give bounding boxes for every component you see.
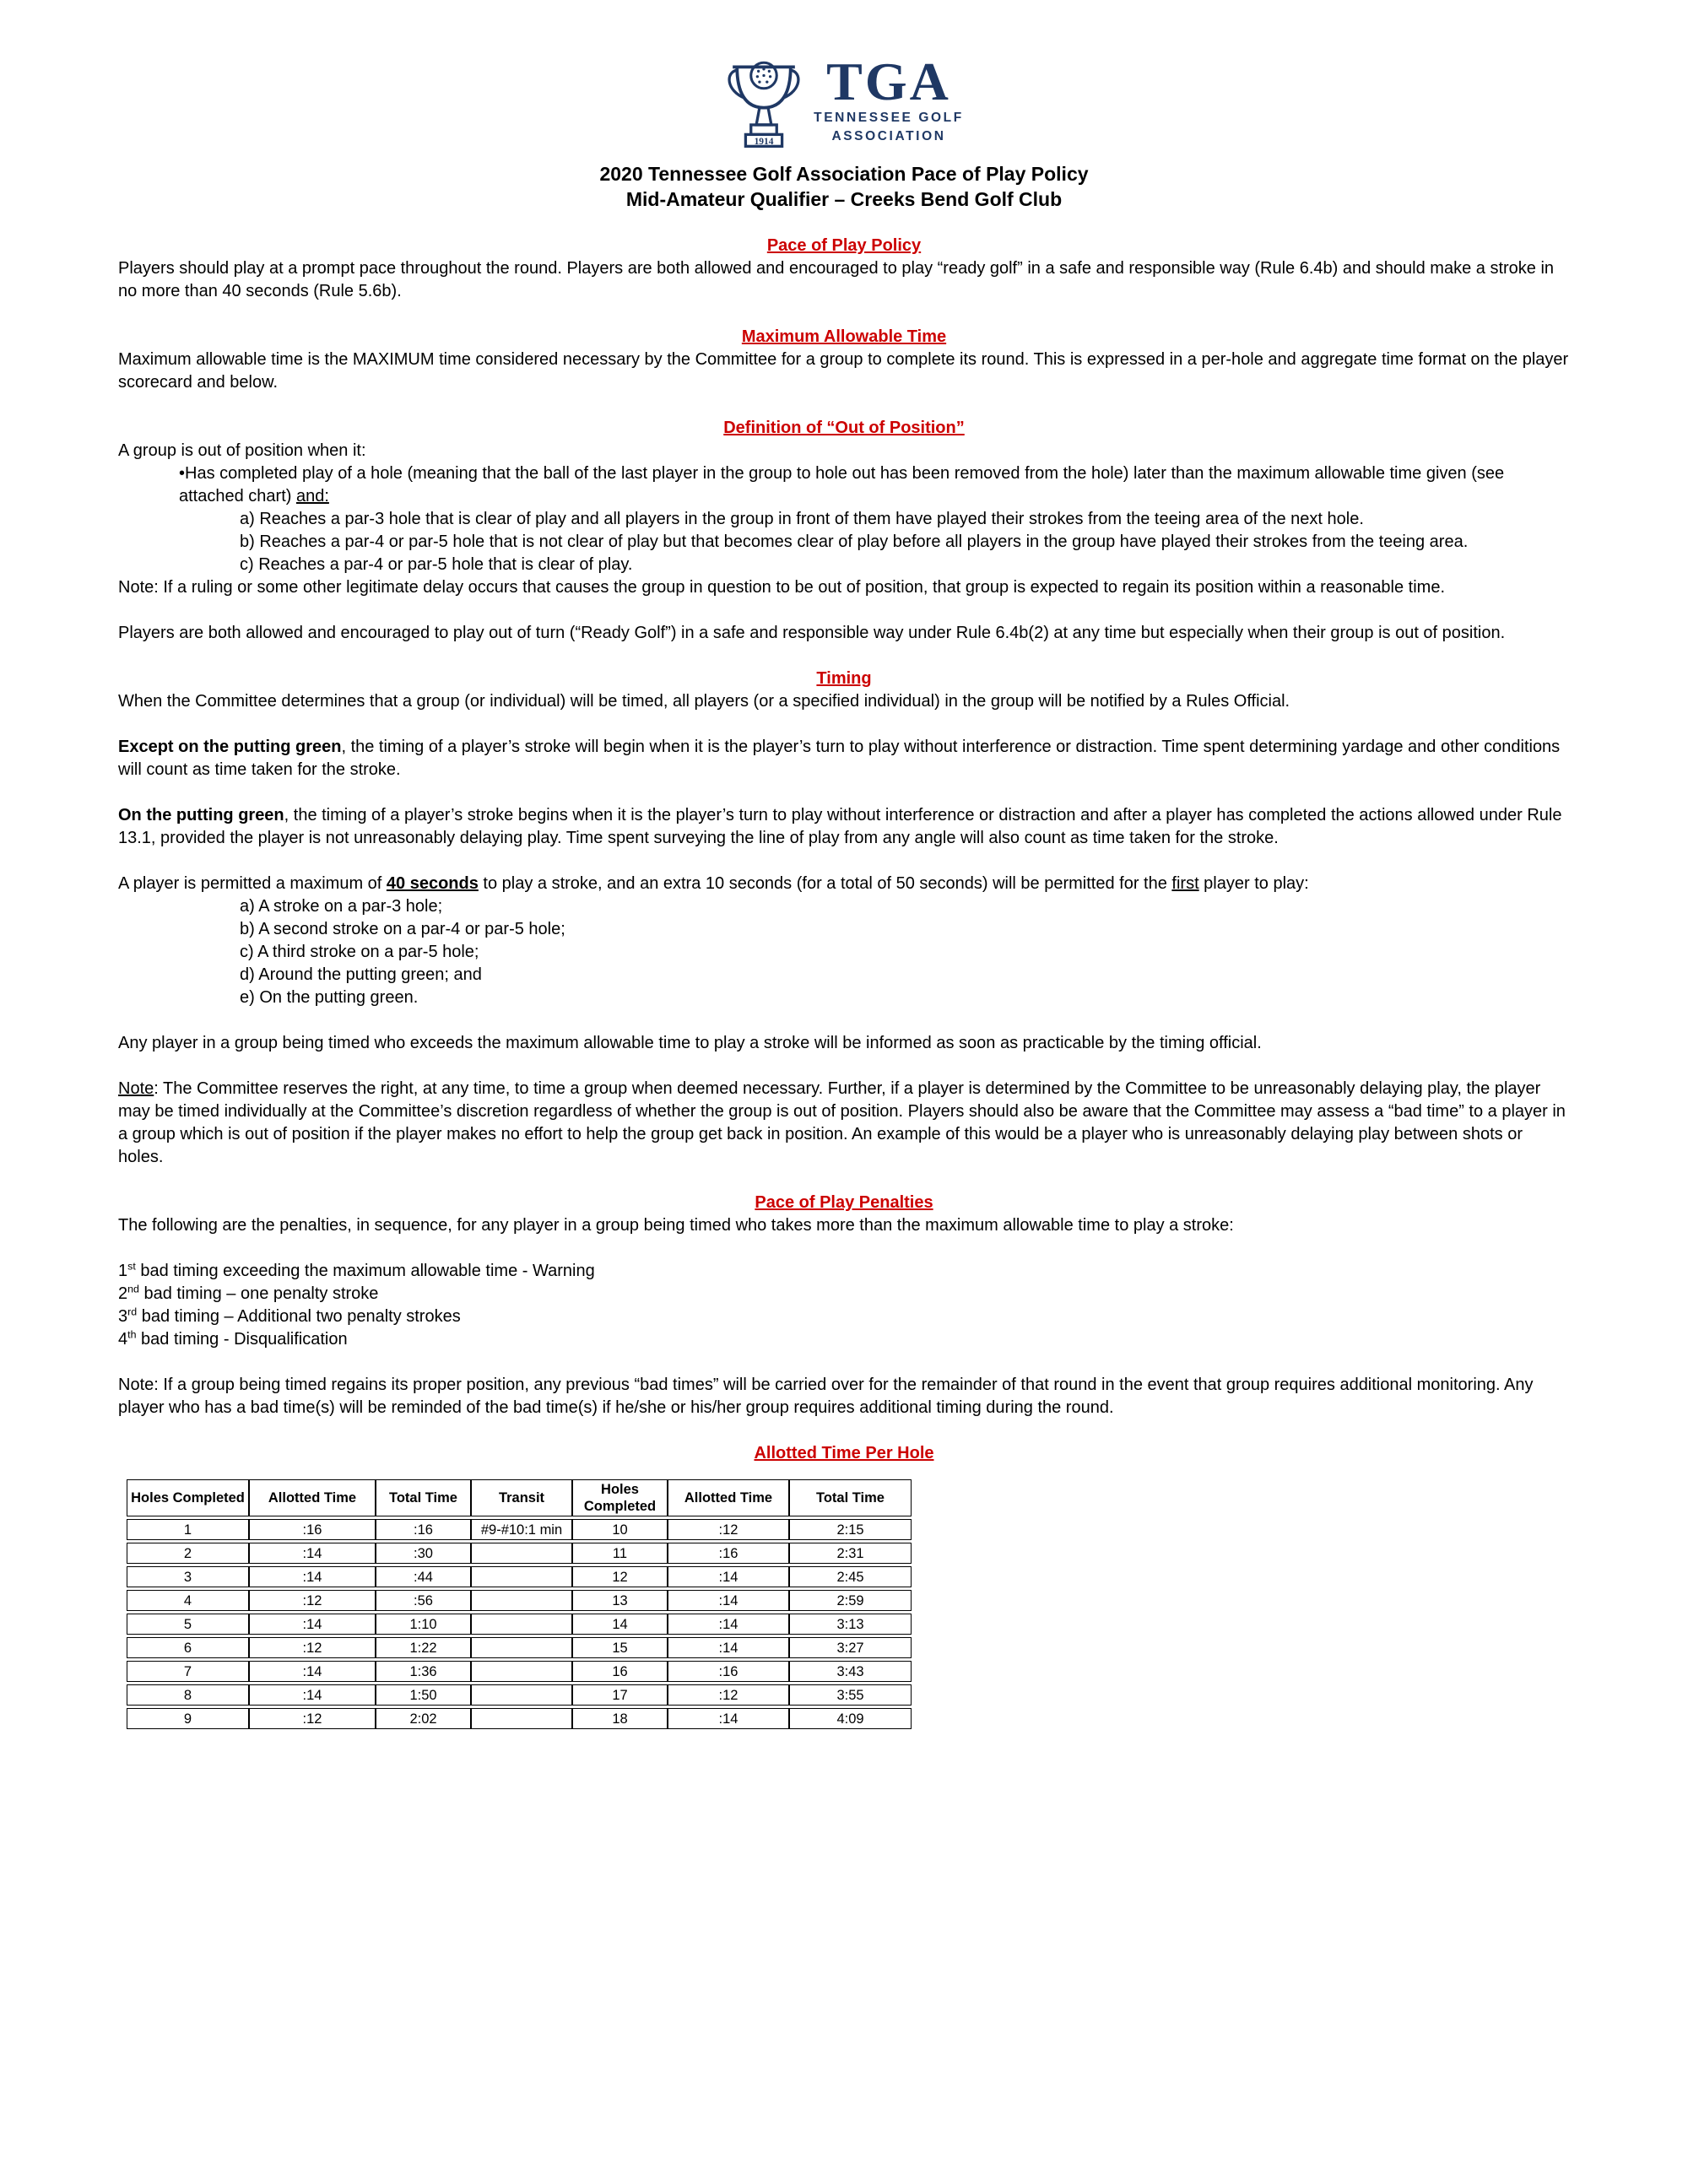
text-run: Players are both allowed and encouraged to play out of turn (“Ready Golf”) in a safe and responsible way under Rule 6.4b(2) at any time but especially when their group is out of position. <box>118 624 1506 642</box>
paragraph <box>240 987 1570 1009</box>
text-run: b) A second stroke on a par-4 or par-5 hole; <box>240 920 565 938</box>
text-run: 3 <box>118 1307 128 1326</box>
table-header-cell: Holes Completed <box>572 1479 668 1516</box>
tga-logo <box>118 51 1570 153</box>
table-cell: 8 <box>127 1684 249 1706</box>
text-run: a) Reaches a par-3 hole that is clear of play and all players in the group in front of them have played their strokes from the teeing area of the next hole. <box>240 510 1364 528</box>
section-heading: Pace of Play Policy <box>766 236 922 255</box>
text-run: to play a stroke, and an extra 10 seconds (for a total of 50 seconds) will be permitted for the <box>478 874 1172 893</box>
table-cell: 2:15 <box>789 1519 912 1540</box>
text-run: 1 <box>118 1262 128 1280</box>
text-run: e) On the putting green. <box>240 988 419 1007</box>
text-run: st <box>127 1260 136 1273</box>
table-header-cell: Transit <box>471 1479 572 1516</box>
table-cell: :30 <box>376 1543 471 1564</box>
text-run: A player is permitted a maximum of <box>118 874 387 893</box>
table-row <box>127 1708 912 1729</box>
logo-year: 1914 <box>754 136 774 147</box>
table-cell: 11 <box>572 1543 668 1564</box>
paragraph <box>179 462 1570 508</box>
paragraph <box>240 508 1570 531</box>
text-run: th <box>127 1328 137 1341</box>
table-cell: :16 <box>249 1519 376 1540</box>
table-cell: 3:13 <box>789 1614 912 1635</box>
table-cell: :14 <box>668 1590 789 1611</box>
trophy-icon <box>724 54 803 149</box>
text-run: a) A stroke on a par-3 hole; <box>240 897 443 916</box>
table-cell <box>471 1708 572 1729</box>
table-cell: 13 <box>572 1590 668 1611</box>
text-run: 2 <box>118 1284 128 1303</box>
table-cell: :14 <box>668 1637 789 1658</box>
paragraph <box>240 964 1570 987</box>
section-heading: Pace of Play Penalties <box>755 1193 933 1212</box>
table-cell: :16 <box>668 1543 789 1564</box>
paragraph <box>118 736 1570 781</box>
text-run: player to play: <box>1198 874 1309 893</box>
paragraph <box>118 257 1570 303</box>
table-cell: 1:22 <box>376 1637 471 1658</box>
table-cell: 3:55 <box>789 1684 912 1706</box>
text-run: rd <box>127 1306 138 1318</box>
paragraph <box>118 1260 1570 1283</box>
table-header-row <box>127 1479 912 1516</box>
text-run: c) Reaches a par-4 or par-5 hole that is clear of play. <box>240 555 633 574</box>
table-header-cell: Total Time <box>376 1479 471 1516</box>
doc-subtitle: Mid-Amateur Qualifier – Creeks Bend Golf Club <box>625 188 1063 210</box>
table-cell: :16 <box>376 1519 471 1540</box>
table-row <box>127 1661 912 1682</box>
table-row <box>127 1637 912 1658</box>
table-row <box>127 1590 912 1611</box>
sections <box>118 235 1570 1465</box>
table-cell: :12 <box>249 1637 376 1658</box>
text-run: nd <box>127 1283 139 1295</box>
table-cell: 2:31 <box>789 1543 912 1564</box>
table-row <box>127 1566 912 1587</box>
table-cell: 3 <box>127 1566 249 1587</box>
table-cell <box>471 1661 572 1682</box>
text-run: Players should play at a prompt pace throughout the round. Players are both allowed and encouraged to play “ready golf” in a safe and responsible way (Rule 6.4b) and should make a stroke in no more than 40 seconds (Rule 5.6b). <box>118 259 1555 300</box>
table-cell <box>471 1566 572 1587</box>
paragraph <box>118 690 1570 713</box>
text-run: , the timing of a player’s stroke begins when it is the player’s turn to play without interference or distraction and after a player has completed the actions allowed under Rule 13.1, provided the player is not unreasonably delaying play. Time spent surveying the line of play from any angle will also count as time taken for the stroke. <box>118 806 1562 847</box>
text-run: When the Committee determines that a group (or individual) will be timed, all players (or a specified individual) in the group will be notified by a Rules Official. <box>118 692 1290 711</box>
table-cell: :12 <box>249 1590 376 1611</box>
table-cell: :14 <box>249 1684 376 1706</box>
text-run: Note: If a group being timed regains its proper position, any previous “bad times” will be carried over for the remainder of that round in the event that group requires additional monitoring. Any player who has a bad time(s) will be reminded of the bad time(s) if he/she or his/her group requires additional timing during the round. <box>118 1376 1534 1417</box>
table-cell <box>471 1614 572 1635</box>
table-cell: 1:36 <box>376 1661 471 1682</box>
table-row <box>127 1684 912 1706</box>
table-body <box>127 1519 912 1729</box>
table-cell: 2:59 <box>789 1590 912 1611</box>
text-run: bad timing – one penalty stroke <box>138 1284 379 1303</box>
paragraph <box>118 576 1570 599</box>
text-run: : The Committee reserves the right, at any time, to time a group when deemed necessary. Further, if a player is determined by the Committee to be unreasonably delaying play, the player may be timed individually at the Committee’s discretion regardless of whether the group is out of position. Players should also be aware that the Committee may assess a “bad time” to a player in a group which is out of position if the player makes no effort to help the group get back in position. An example of this would be a player who is unreasonably delaying play between shots or holes. <box>118 1079 1566 1166</box>
table-cell: :16 <box>668 1661 789 1682</box>
paragraph <box>118 1374 1570 1419</box>
table-cell: :14 <box>249 1661 376 1682</box>
paragraph <box>118 804 1570 850</box>
table-cell <box>471 1637 572 1658</box>
table-cell: 7 <box>127 1661 249 1682</box>
text-run: •Has completed play of a hole (meaning that the ball of the last player in the group to hole out has been removed from the hole) later than the maximum allowable time given (see attached chart) <box>179 464 1505 505</box>
table-cell: :44 <box>376 1566 471 1587</box>
paragraph <box>240 895 1570 918</box>
allotted-time-table <box>127 1477 912 1732</box>
table-cell: 12 <box>572 1566 668 1587</box>
logo-org-line1: TENNESSEE GOLF <box>814 110 964 125</box>
text-run: d) Around the putting green; and <box>240 965 482 984</box>
text-run: Note: If a ruling or some other legitimate delay occurs that causes the group in question to be out of position, that group is expected to regain its position within a reasonable time. <box>118 578 1446 597</box>
table-row <box>127 1543 912 1564</box>
text-run: bad timing - Disqualification <box>136 1330 348 1349</box>
table-cell: 18 <box>572 1708 668 1729</box>
section-heading: Definition of “Out of Position” <box>723 419 965 437</box>
text-run: 4 <box>118 1330 128 1349</box>
text-run: bad timing exceeding the maximum allowable time - Warning <box>135 1262 595 1280</box>
text-run: On the putting green <box>118 806 284 824</box>
text-run: b) Reaches a par-4 or par-5 hole that is not clear of play but that becomes clear of play before all players in the group have played their strokes from the teeing area. <box>240 532 1469 551</box>
table-cell: :12 <box>668 1684 789 1706</box>
text-run: Maximum allowable time is the MAXIMUM time considered necessary by the Committee for a group to complete its round. This is expressed in a per-hole and aggregate time format on the player scorecard and below. <box>118 350 1569 392</box>
section-heading: Allotted Time Per Hole <box>754 1444 934 1462</box>
table-cell: 15 <box>572 1637 668 1658</box>
text-run: A group is out of position when it: <box>118 441 366 460</box>
table-cell: 1 <box>127 1519 249 1540</box>
paragraph <box>240 554 1570 576</box>
table-cell: 10 <box>572 1519 668 1540</box>
table-cell: :12 <box>249 1708 376 1729</box>
table-cell: 2:45 <box>789 1566 912 1587</box>
text-run: 40 seconds <box>386 874 479 893</box>
paragraph <box>240 531 1570 554</box>
logo-org-line2: ASSOCIATION <box>831 129 946 144</box>
text-run: c) A third stroke on a par-5 hole; <box>240 943 479 961</box>
table-cell: :14 <box>249 1543 376 1564</box>
text-run: Except on the putting green <box>118 738 342 756</box>
table-cell: :14 <box>249 1614 376 1635</box>
table-cell: #9-#10:1 min <box>471 1519 572 1540</box>
table-cell <box>471 1684 572 1706</box>
table-cell <box>471 1543 572 1564</box>
paragraph <box>240 918 1570 941</box>
paragraph <box>118 1283 1570 1306</box>
paragraph <box>118 1214 1570 1237</box>
doc-title: 2020 Tennessee Golf Association Pace of Play Policy <box>599 163 1089 185</box>
table-cell: 4 <box>127 1590 249 1611</box>
table-cell: 16 <box>572 1661 668 1682</box>
text-run: Note <box>118 1079 154 1098</box>
table-cell: :14 <box>249 1566 376 1587</box>
table-cell: 3:27 <box>789 1637 912 1658</box>
table-cell: :14 <box>668 1614 789 1635</box>
table-cell: :14 <box>668 1708 789 1729</box>
table-row <box>127 1614 912 1635</box>
text-run: , the timing of a player’s stroke will begin when it is the player’s turn to play without interference or distraction. Time spent determining yardage and other conditions will count as time taken for the stroke. <box>118 738 1561 779</box>
text-run: Any player in a group being timed who exceeds the maximum allowable time to play a stroke will be informed as soon as practicable by the timing official. <box>118 1034 1262 1052</box>
paragraph <box>118 1306 1570 1328</box>
table-cell: 4:09 <box>789 1708 912 1729</box>
table-cell: 9 <box>127 1708 249 1729</box>
table-cell: 14 <box>572 1614 668 1635</box>
paragraph <box>118 1032 1570 1055</box>
text-run: and: <box>295 487 329 505</box>
table-cell: 6 <box>127 1637 249 1658</box>
table-cell: 5 <box>127 1614 249 1635</box>
table-header-cell: Holes Completed <box>127 1479 249 1516</box>
table-cell: 2:02 <box>376 1708 471 1729</box>
table-cell: 3:43 <box>789 1661 912 1682</box>
table-cell: 1:10 <box>376 1614 471 1635</box>
text-run: bad timing – Additional two penalty strokes <box>137 1307 461 1326</box>
paragraph <box>240 941 1570 964</box>
paragraph <box>118 1078 1570 1169</box>
table-row <box>127 1519 912 1540</box>
table-cell: :56 <box>376 1590 471 1611</box>
paragraph <box>118 1328 1570 1351</box>
table-cell: 1:50 <box>376 1684 471 1706</box>
paragraph <box>118 440 1570 462</box>
logo-acronym: TGA <box>826 51 951 111</box>
text-run: first <box>1171 874 1199 893</box>
table-header-cell: Allotted Time <box>249 1479 376 1516</box>
section-heading: Timing <box>816 669 872 688</box>
table-cell: 17 <box>572 1684 668 1706</box>
table-header-cell: Allotted Time <box>668 1479 789 1516</box>
table-header-cell: Total Time <box>789 1479 912 1516</box>
paragraph <box>118 622 1570 645</box>
text-run: The following are the penalties, in sequence, for any player in a group being timed who takes more than the maximum allowable time to play a stroke: <box>118 1216 1234 1235</box>
table-cell: 2 <box>127 1543 249 1564</box>
section-heading: Maximum Allowable Time <box>741 327 947 346</box>
table-cell: :14 <box>668 1566 789 1587</box>
table-cell: :12 <box>668 1519 789 1540</box>
table-cell <box>471 1590 572 1611</box>
paragraph <box>118 873 1570 895</box>
paragraph <box>118 349 1570 394</box>
